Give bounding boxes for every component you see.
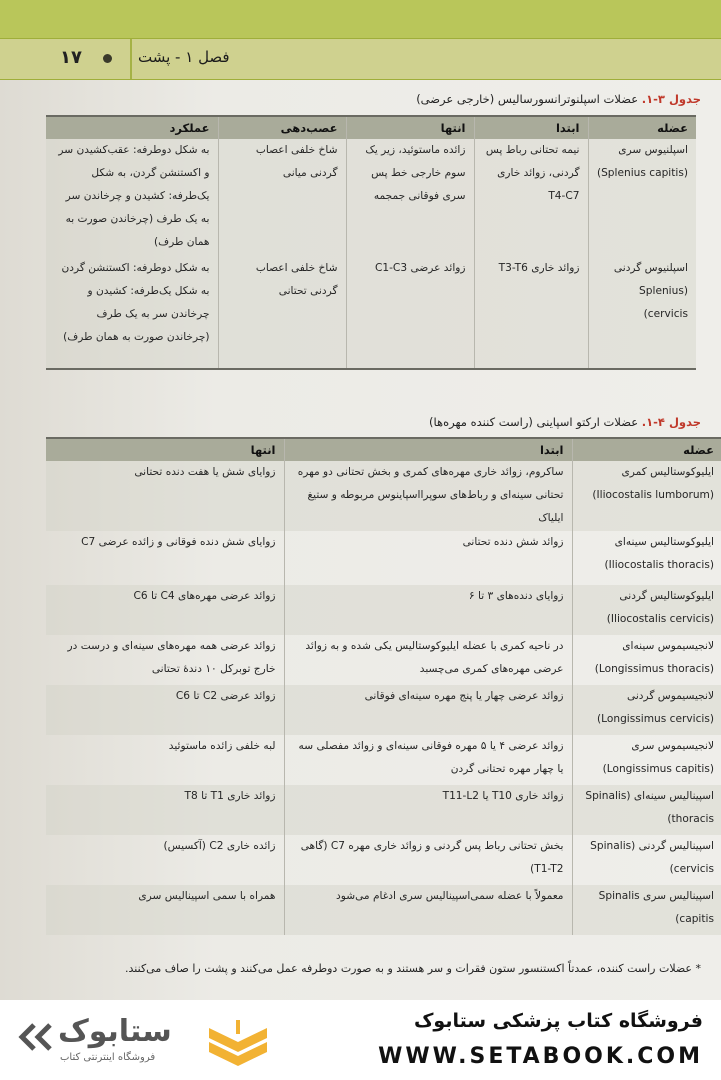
store-logo-subtitle: فروشگاه اینترنتی کتاب <box>60 1052 156 1063</box>
origin-cell: نیمه تحتانی رباط پس گردنی، زوائد خاری T4-C7 <box>474 139 588 257</box>
nerve-cell: شاخ خلفی اعصاب گردنی میانی <box>218 139 346 257</box>
col-header-muscle: عضله <box>572 438 721 461</box>
table-row <box>46 835 721 885</box>
store-book-logo-icon <box>205 1018 271 1068</box>
table2-caption-text: عضلات ارکتو اسپاینی (راست کننده مهره‌ها) <box>429 415 639 429</box>
header-green-strip <box>0 0 721 38</box>
origin-cell: زوائد عرضی چهار یا پنج مهره سینه‌ای فوقانی <box>284 685 572 735</box>
table-row <box>46 785 721 835</box>
page-number: ۱۷ <box>60 47 82 68</box>
insertion-cell: زائده ماستوئید، زیر یک سوم خارجی خط پس سری فوقانی جمجمه <box>346 139 474 257</box>
muscle-cell: اسپلنیوس گردنی (Splenius cervicis) <box>588 257 696 369</box>
col-header-insertion: انتها <box>46 438 284 461</box>
muscle-cell: اسپینالیس گردنی (Spinalis cervicis) <box>590 840 714 875</box>
origin-cell: زوائد شش دنده تحتانی <box>284 531 572 585</box>
table1-caption-number: جدول ۳-۱. <box>641 92 701 106</box>
origin-cell: زوایای دنده‌های ۳ تا ۶ <box>284 585 572 635</box>
origin-cell: معمولاً با عضله سمی‌اسپینالیس سری ادغام می‌شود <box>284 885 572 935</box>
table2-caption-number: جدول ۴-۱. <box>641 415 701 429</box>
muscle-cell: اسپینالیس سری Spinalis capitis) <box>572 885 721 935</box>
footnote: * عضلات راست کننده، عمدتاً اکستنسور ستون فقرات و سر هستند و به صورت دوطرفه عمل می‌کنند و پشت را صاف می‌کنند. <box>125 962 701 975</box>
muscle-cell: اسپلنیوس سری (Splenius capitis) <box>588 139 696 257</box>
col-header-origin: ابتدا <box>284 438 572 461</box>
table2-caption <box>429 415 701 429</box>
col-header-action: عملکرد <box>46 116 218 139</box>
nerve-cell: شاخ خلفی اعصاب گردنی تحتانی <box>218 257 346 369</box>
origin-cell: ساکروم، زوائد خاری مهره‌های کمری و بخش تحتانی دو مهره تحتانی سینه‌ای و رباط‌های سوپرااسپاینوس مربوطه و ستیغ ایلیاک <box>284 461 572 531</box>
store-banner <box>0 1000 721 1080</box>
insertion-cell: زائده خاری C2 (آکسیس) <box>46 835 284 885</box>
insertion-cell: زوائد خاری T1 تا T8 <box>46 785 284 835</box>
table-row <box>46 139 696 257</box>
double-chevron-left-icon <box>18 1022 58 1052</box>
col-header-insertion: انتها <box>346 116 474 139</box>
store-title: فروشگاه کتاب پزشکی ستابوک <box>413 1010 703 1032</box>
table-row <box>46 461 721 531</box>
origin-cell: زوائد عرضی ۴ یا ۵ مهره فوقانی سینه‌ای و زوائد مفصلی سه یا چهار مهره تحتانی گردن <box>284 735 572 785</box>
table-row <box>46 685 721 735</box>
table-splenius <box>46 115 696 370</box>
insertion-cell: زوائد عرضی مهره‌های C4 تا C6 <box>46 585 284 635</box>
table-row <box>46 635 721 685</box>
origin-cell: بخش تحتانی رباط پس گردنی و زوائد خاری مهره C7 (گاهی T1-T2) <box>284 835 572 885</box>
muscle-cell: ایلیوکوستالیس کمری (Iliocostalis lumborum) <box>572 461 721 531</box>
chapter-title: فصل ۱ - پشت <box>138 48 230 66</box>
col-header-muscle: عضله <box>588 116 696 139</box>
table1-caption-text: عضلات اسپلنوترانسورسالیس (خارجی عرضی) <box>416 92 639 106</box>
insertion-cell: زوائد عرضی همه مهره‌های سینه‌ای و درست در خارج توبرکل ۱۰ دندهٔ تحتانی <box>46 635 284 685</box>
insertion-cell: زوایای شش دنده فوقانی و زائده عرضی C7 <box>46 531 284 585</box>
store-logo-text: ستابوک <box>58 1014 172 1049</box>
header-divider <box>130 39 132 79</box>
muscle-cell: ایلیوکوستالیس سینه‌ای (Iliocostalis thoracis) <box>604 536 714 571</box>
col-header-origin: ابتدا <box>474 116 588 139</box>
action-cell: به شکل دوطرفه: عقب‌کشیدن سر و اکستنشن گردن، به شکل یک‌طرفه: کشیدن و چرخاندن سر به یک طرف (چرخاندن صورت به همان طرف) <box>46 139 218 257</box>
action-cell: به شکل دوطرفه: اکستنشن گردن به شکل یک‌طرفه: کشیدن و چرخاندن سر به یک طرف (چرخاندن صورت به همان طرف) <box>46 257 218 369</box>
origin-cell: زوائد خاری T3-T6 <box>474 257 588 369</box>
table-row <box>46 885 721 935</box>
col-header-nerve: عصب‌دهی <box>218 116 346 139</box>
insertion-cell: زوائد عرضی C1-C3 <box>346 257 474 369</box>
muscle-cell: لانجیسیموس گردنی (Longissimus cervicis) <box>572 685 721 735</box>
page-header <box>0 38 721 80</box>
origin-cell: در ناحیه کمری با عضله ایلیوکوستالیس یکی شده و به زوائد عرضی مهره‌های کمری می‌چسبد <box>284 635 572 685</box>
table-row <box>46 257 696 369</box>
table-erector-spinae <box>46 437 721 935</box>
insertion-cell: زوایای شش یا هفت دنده تحتانی <box>46 461 284 531</box>
table-row <box>46 585 721 635</box>
table-row <box>46 531 721 585</box>
insertion-cell: زوائد عرضی C2 تا C6 <box>46 685 284 735</box>
table1-caption <box>416 92 701 106</box>
bullet-dot-icon <box>103 54 112 63</box>
muscle-cell: اسپینالیس سینه‌ای (Spinalis thoracis) <box>572 785 721 835</box>
muscle-cell: لانجیسیموس سری (Longissimus capitis) <box>602 740 714 775</box>
insertion-cell: لبه خلفی زائده ماستوئید <box>46 735 284 785</box>
table-row <box>46 735 721 785</box>
muscle-cell: لانجیسیموس سینه‌ای (Longissimus thoracis) <box>594 640 714 675</box>
insertion-cell: همراه با سمی اسپینالیس سری <box>46 885 284 935</box>
muscle-cell: ایلیوکوستالیس گردنی (Iliocostalis cervicis) <box>572 585 721 635</box>
origin-cell: زوائد خاری T10 یا T11-L2 <box>284 785 572 835</box>
store-url-link[interactable]: WWW.SETABOOK.COM <box>378 1044 703 1069</box>
